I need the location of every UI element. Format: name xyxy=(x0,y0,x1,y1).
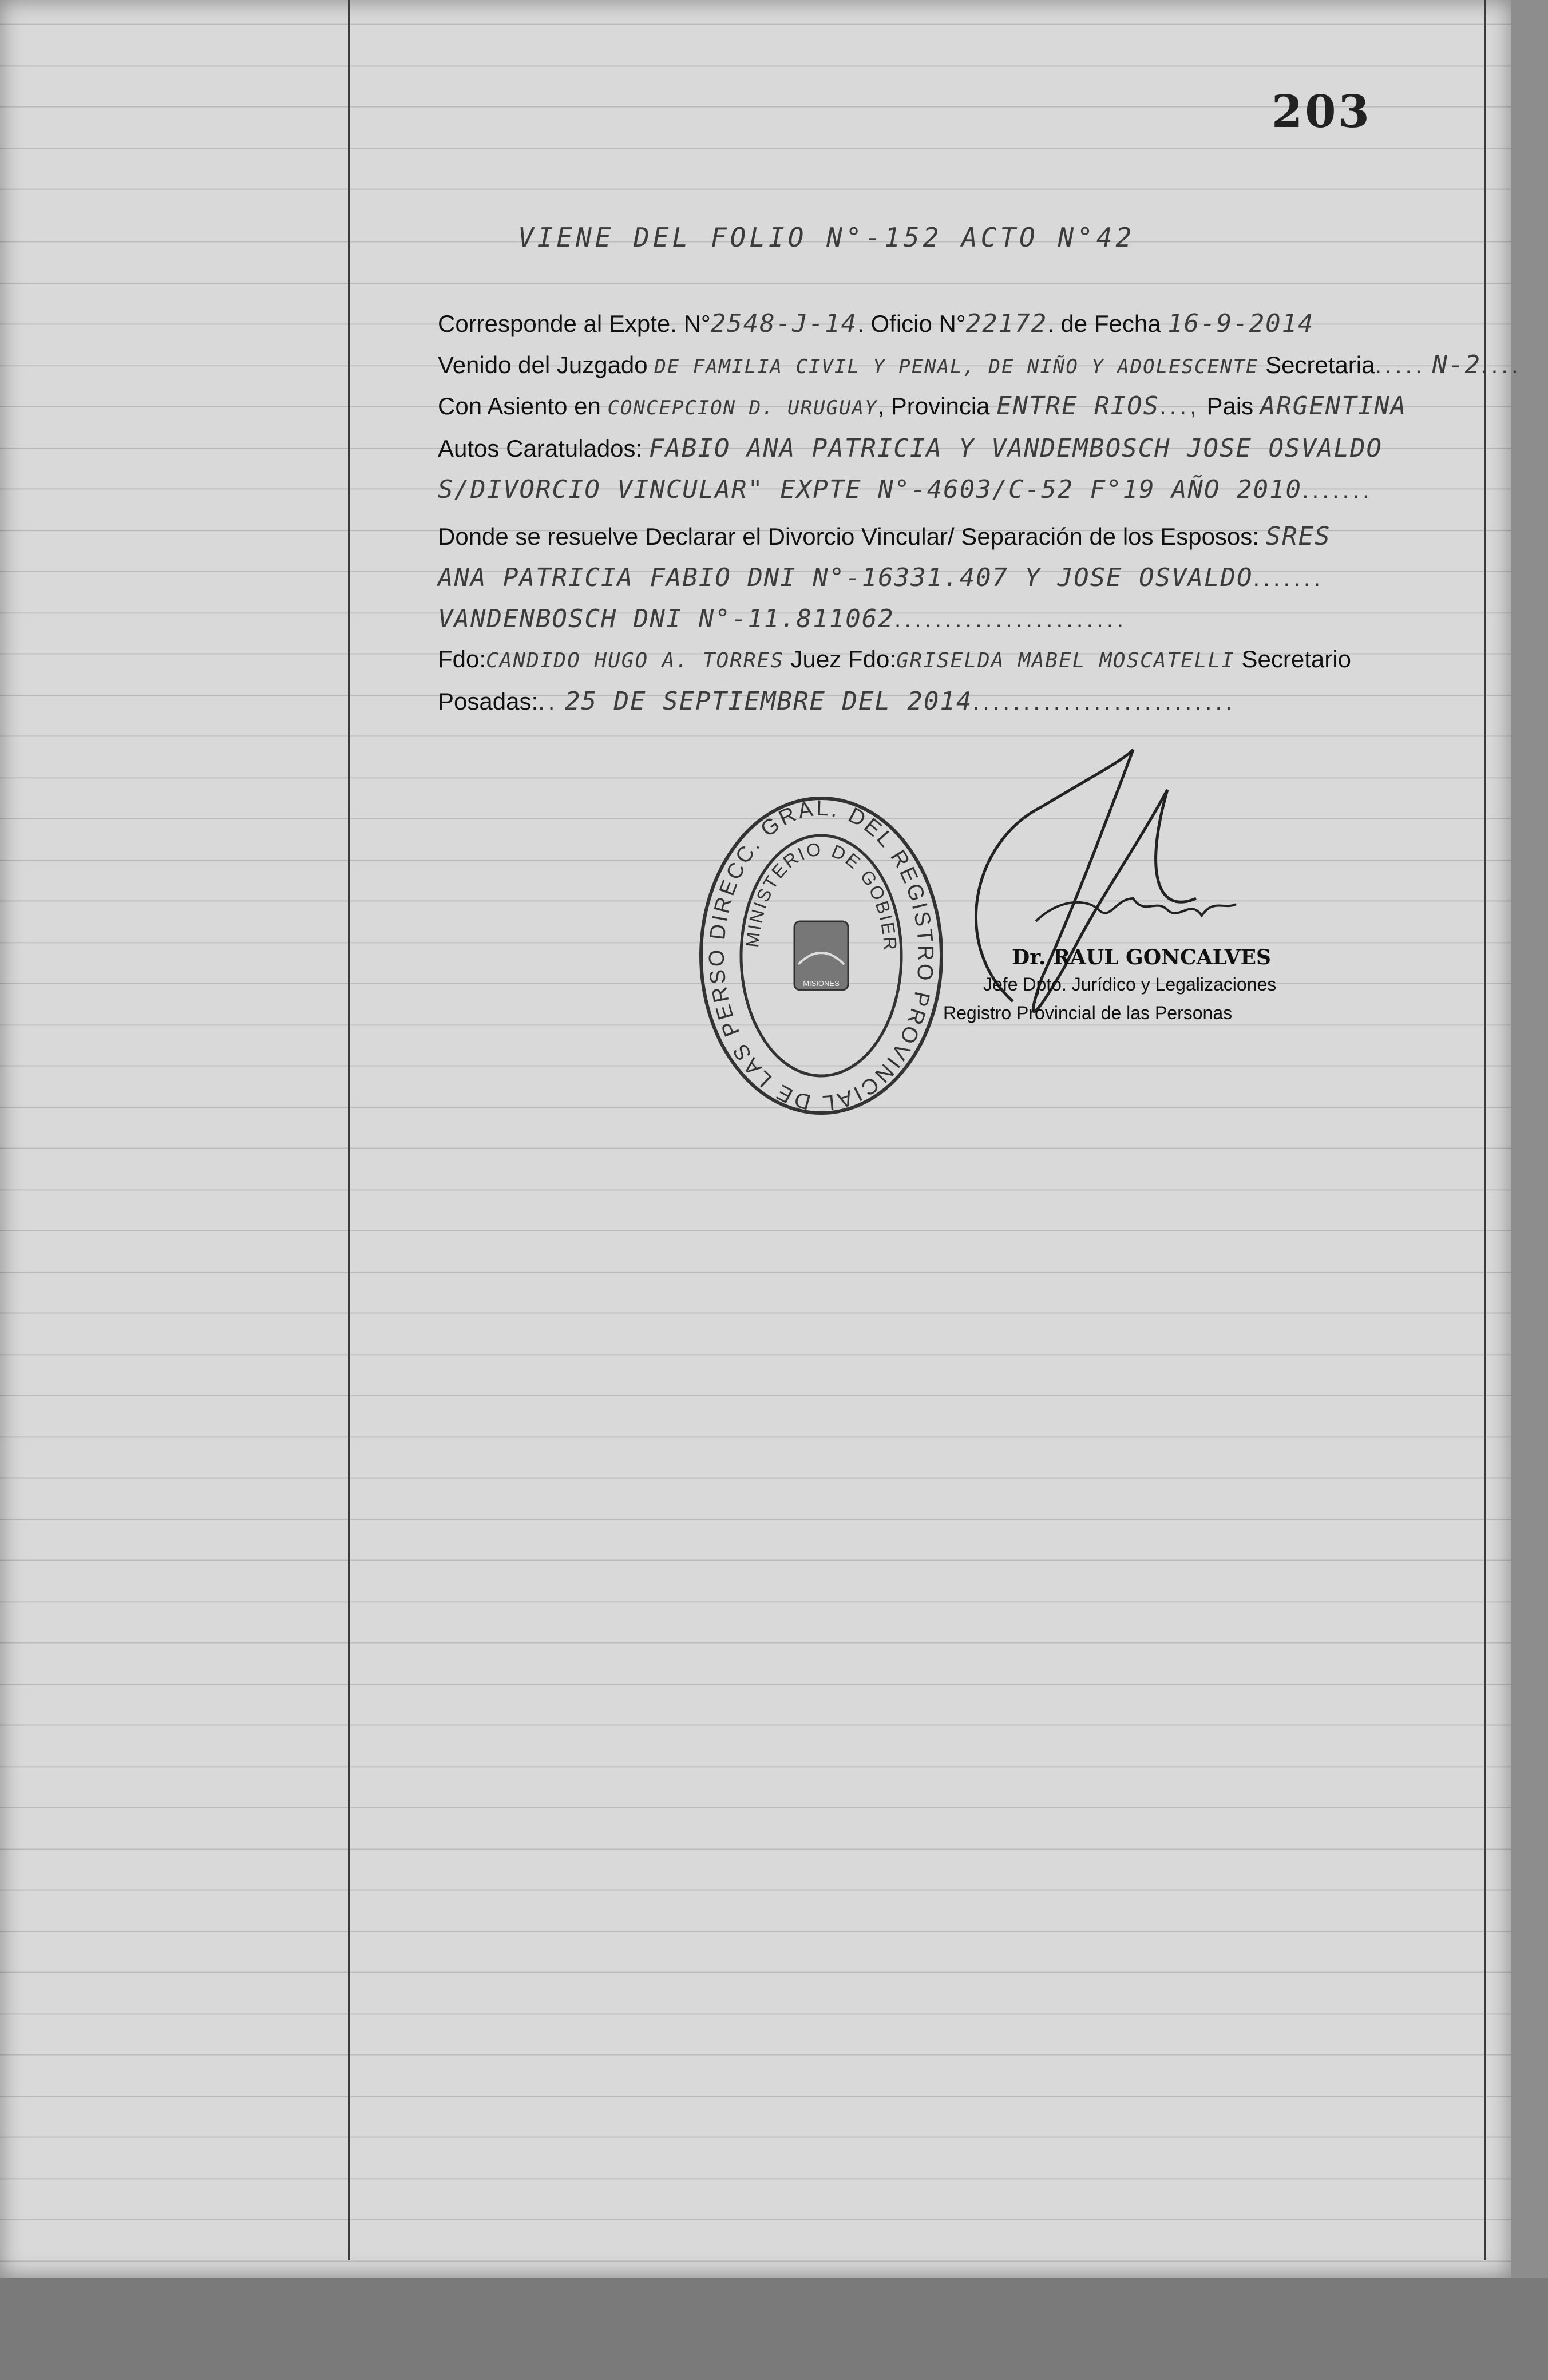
posadas-value: 25 DE SEPTIEMBRE DEL 2014 xyxy=(565,687,973,716)
donde-value-2: VANDENBOSCH DNI N°-11.811062 xyxy=(438,604,894,633)
fecha-label: de Fecha xyxy=(1060,310,1161,337)
donde-label: Donde se resuelve Declarar el Divorcio Vincular/ Separación de los Esposos: xyxy=(438,523,1259,550)
pais-label: Pais xyxy=(1206,393,1254,419)
left-margin-line xyxy=(348,0,350,2260)
fdo-value: CANDIDO HUGO A. TORRES xyxy=(486,649,784,672)
fdo-label: Fdo: xyxy=(438,646,486,672)
handwritten-signature xyxy=(927,727,1248,1047)
asiento-label: Con Asiento en xyxy=(438,393,601,419)
juzgado-label: Venido del Juzgado xyxy=(438,351,648,378)
fecha-value: 16-9-2014 xyxy=(1167,309,1315,338)
line-expte: Corresponde al Expte. N°2548-J-14. Oficio N°22172. de Fecha 16-9-2014 xyxy=(438,309,1315,338)
signatory-title-1: Jefe Dpto. Jurídico y Legalizaciones xyxy=(983,974,1277,995)
signatory-title-2: Registro Provincial de las Personas xyxy=(943,1003,1233,1023)
signatory-name: Dr. RAUL GONCALVES xyxy=(1012,945,1272,969)
juez-label: Juez Fdo: xyxy=(790,646,896,672)
oficio-label: Oficio N° xyxy=(870,310,966,337)
line-fdo xyxy=(438,646,1351,673)
line-posadas: Posadas:.. 25 DE SEPTIEMBRE DEL 2014.......................... xyxy=(438,687,1236,716)
donde-value-1: ANA PATRICIA FABIO DNI N°-16331.407 Y JOSE OSVALDO xyxy=(438,563,1253,592)
secretaria-value: N-2 xyxy=(1432,350,1481,379)
line-donde-2: VANDENBOSCH DNI N°-11.811062....................... xyxy=(438,604,1127,633)
autos-value-1: FABIO ANA PATRICIA Y VANDEMBOSCH JOSE OSVALDO xyxy=(648,434,1383,463)
official-seal xyxy=(692,793,950,1119)
line-autos xyxy=(438,434,1383,463)
asiento-value: CONCEPCION D. URUGUAY xyxy=(607,397,878,419)
svg-text:MISIONES: MISIONES xyxy=(803,979,840,988)
donde-value-0: SRES xyxy=(1265,522,1331,551)
line-donde-1: ANA PATRICIA FABIO DNI N°-16331.407 Y JOSE OSVALDO....... xyxy=(438,563,1324,592)
autos-value-2: S/DIVORCIO VINCULAR" EXPTE N°-4603/C-52 F°19 AÑO 2010 xyxy=(438,475,1302,504)
expte-value: 2548-J-14 xyxy=(710,309,858,338)
page-number: 203 xyxy=(1272,86,1372,138)
juzgado-value: DE FAMILIA CIVIL Y PENAL, DE NIÑO Y ADOLESCENTE xyxy=(654,355,1259,378)
expte-label: Corresponde al Expte. N° xyxy=(438,310,711,337)
provincia-label: Provincia xyxy=(890,393,990,419)
oficio-value: 22172 xyxy=(965,309,1048,338)
svg-text:MINISTERIO DE GOBIERNO: MINISTERIO DE GOBIER xyxy=(742,838,901,953)
posadas-label: Posadas: xyxy=(438,688,539,715)
secretario-label: Secretario xyxy=(1241,646,1351,672)
juez-value: GRISELDA MABEL MOSCATELLI xyxy=(896,649,1235,672)
provincia-value: ENTRE RIOS xyxy=(996,391,1160,421)
line-asiento: Con Asiento en CONCEPCION D. URUGUAY, Provincia ENTRE RIOS..., Pais ARGENTINA xyxy=(438,391,1407,421)
right-margin-line xyxy=(1484,0,1486,2260)
line-donde xyxy=(438,522,1331,551)
secretaria-label: Secretaria xyxy=(1265,351,1375,378)
autos-label: Autos Caratulados: xyxy=(438,435,643,462)
background-surface xyxy=(0,2278,1548,2380)
line-juzgado: Venido del Juzgado DE FAMILIA CIVIL Y PENAL, DE NIÑO Y ADOLESCENTE Secretaria..... N-2.... xyxy=(438,350,1522,379)
svg-text:DIRECC. GRAL. DEL REGISTRO PRO: DIRECC. GRAL. DEL REGISTRO PROVINCIAL DE LAS PERSO xyxy=(704,796,938,1115)
line-autos-2: S/DIVORCIO VINCULAR" EXPTE N°-4603/C-52 F°19 AÑO 2010....... xyxy=(438,475,1373,504)
pais-value: ARGENTINA xyxy=(1260,391,1407,421)
header-note: VIENE DEL FOLIO N°-152 ACTO N°42 xyxy=(518,222,1135,253)
